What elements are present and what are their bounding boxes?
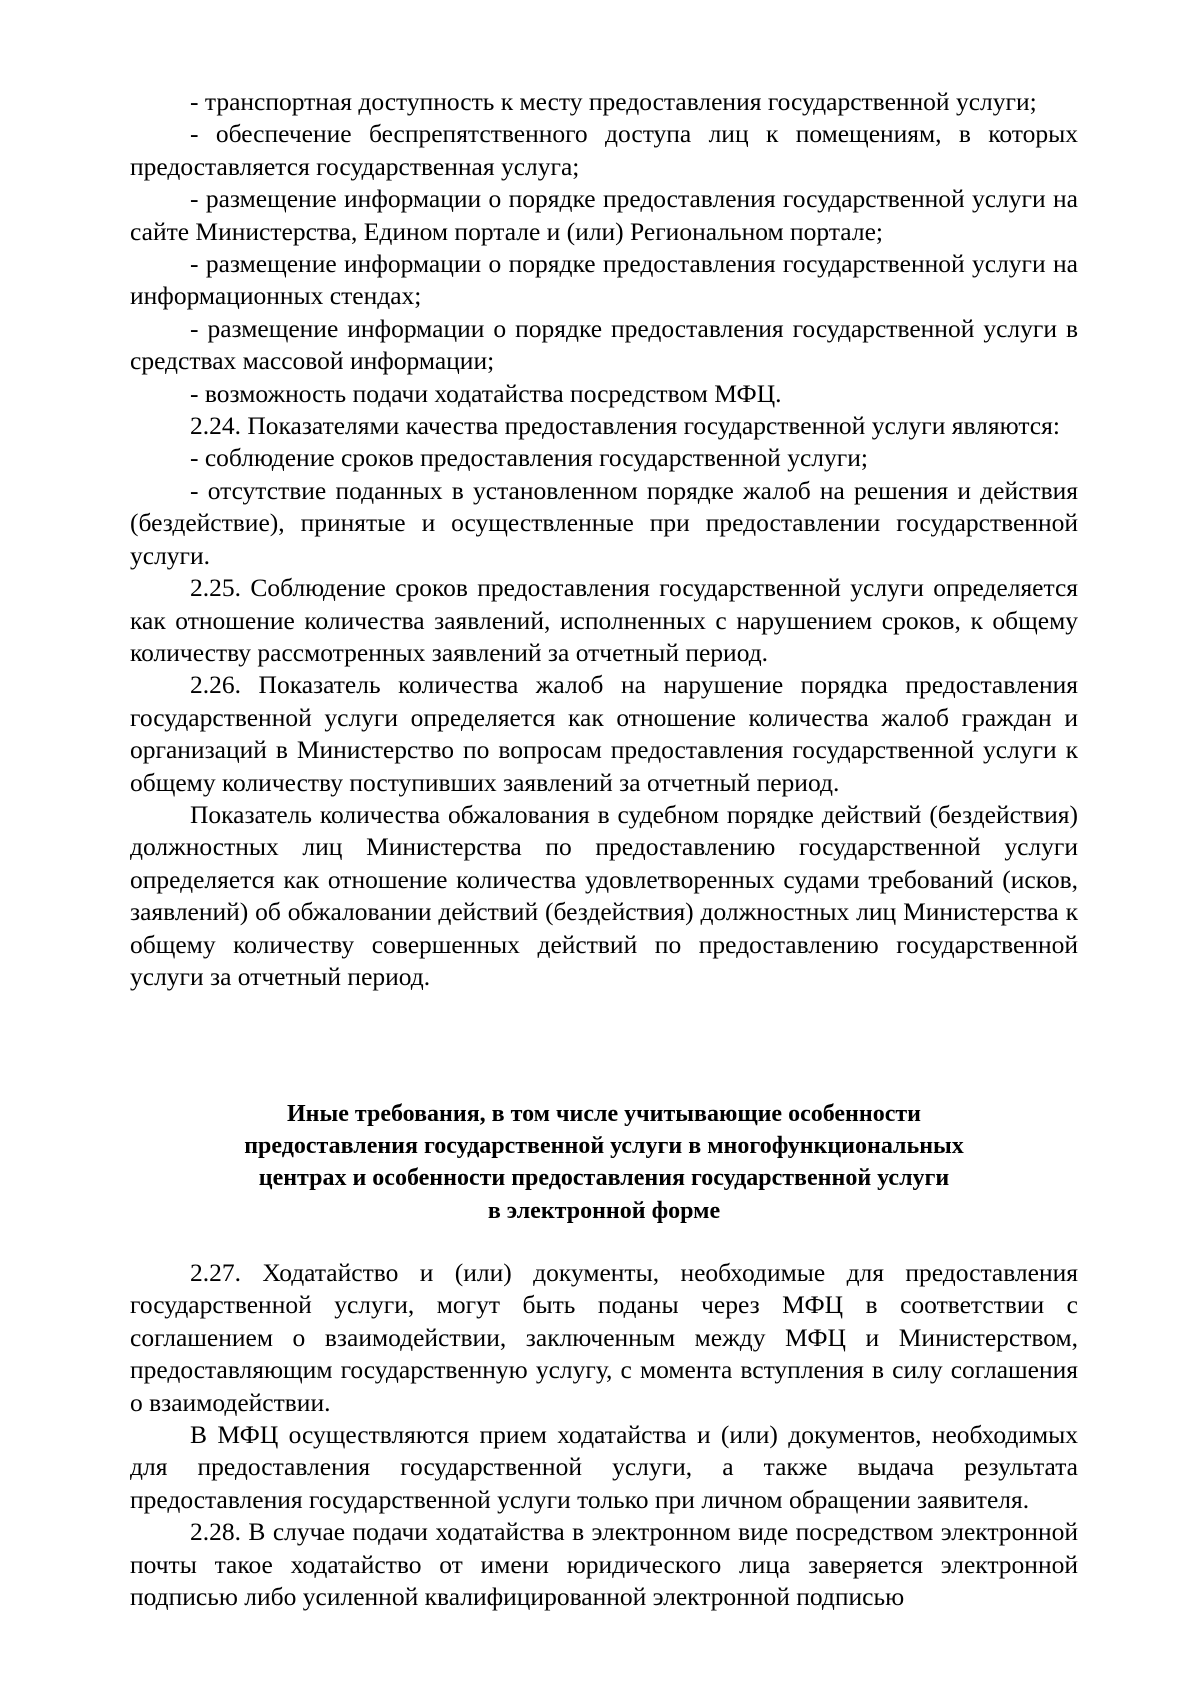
paragraph: - размещение информации о порядке предоставления государственной услуги на сайте Министерства, Едином портале и (или) Региональном портале; <box>130 184 1078 246</box>
paragraph: - размещение информации о порядке предоставления государственной услуги в средствах массовой информации; <box>130 313 1078 376</box>
paragraph: - обеспечение беспрепятственного доступа лиц к помещениям, в которых предоставляется государственная услуга; <box>130 119 1078 181</box>
paragraph: 2.25. Соблюдение сроков предоставления государственной услуги определяется как отношение количества заявлений, исполненных с нарушением сроков, к общему количеству рассмотренных заявлений за отчетный период. <box>130 573 1078 667</box>
paragraph: - возможность подачи ходатайства посредством МФЦ. <box>190 378 782 408</box>
heading-line: Иные требования, в том числе учитывающие особенности <box>287 1101 921 1127</box>
heading-line: предоставления государственной услуги в многофункциональных <box>244 1133 964 1160</box>
paragraph: В МФЦ осуществляются прием ходатайства и (или) документов, необходимых для предоставления государственной услуги, а также выдача результата предоставления государственной услуги только при личном обращении заявителя. <box>130 1420 1078 1514</box>
heading-line: в электронной форме <box>487 1197 721 1224</box>
paragraph: 2.28. В случае подачи ходатайства в электронном виде посредством электронной почты такое ходатайство от имени юридического лица заверяется электронной подписью либо усиленной квалифицированной электронной подписью <box>130 1517 1078 1612</box>
paragraph: 2.24. Показателями качества предоставления государственной услуги являются: <box>190 411 1060 441</box>
paragraph: - отсутствие поданных в установленном порядке жалоб на решения и действия (бездействие), принятые и осуществленные при предоставлении государственной услуги. <box>130 475 1078 570</box>
paragraph: 2.26. Показатель количества жалоб на нарушение порядка предоставления государственной услуги определяется как отношение количества жалоб граждан и организаций в Министерство по вопросам предоставления государственной услуги к общему количеству поступивших заявлений за отчетный период. <box>130 670 1078 797</box>
paragraph: 2.27. Ходатайство и (или) документы, необходимые для предоставления государственной услуги, могут быть поданы через МФЦ в соответствии с соглашением о взаимодействии, заключенным между МФЦ и Министерством, предоставляющим государственную услугу, с момента вступления в силу соглашения о взаимодействии. <box>130 1258 1078 1417</box>
paragraph: Показатель количества обжалования в судебном порядке действий (бездействия) должностных лиц Министерства по предоставлению государственной услуги определяется как отношение количества удовлетворенных судами требований (исков, заявлений) об обжаловании действий (бездействия) должностных лиц Министерства к общему количеству совершенных действий по предоставлению государственной услуги за отчетный период. <box>130 799 1078 991</box>
body-text-bottom <box>130 1257 1078 1613</box>
heading-line: центрах и особенности предоставления государственной услуги <box>258 1165 950 1192</box>
body-text-top <box>130 86 1078 993</box>
section-heading <box>130 1098 1078 1227</box>
paragraph: - транспортная доступность к месту предоставления государственной услуги; <box>190 87 1037 116</box>
paragraph: - соблюдение сроков предоставления государственной услуги; <box>190 443 868 473</box>
paragraph: - размещение информации о порядке предоставления государственной услуги на информационных стендах; <box>130 249 1078 311</box>
